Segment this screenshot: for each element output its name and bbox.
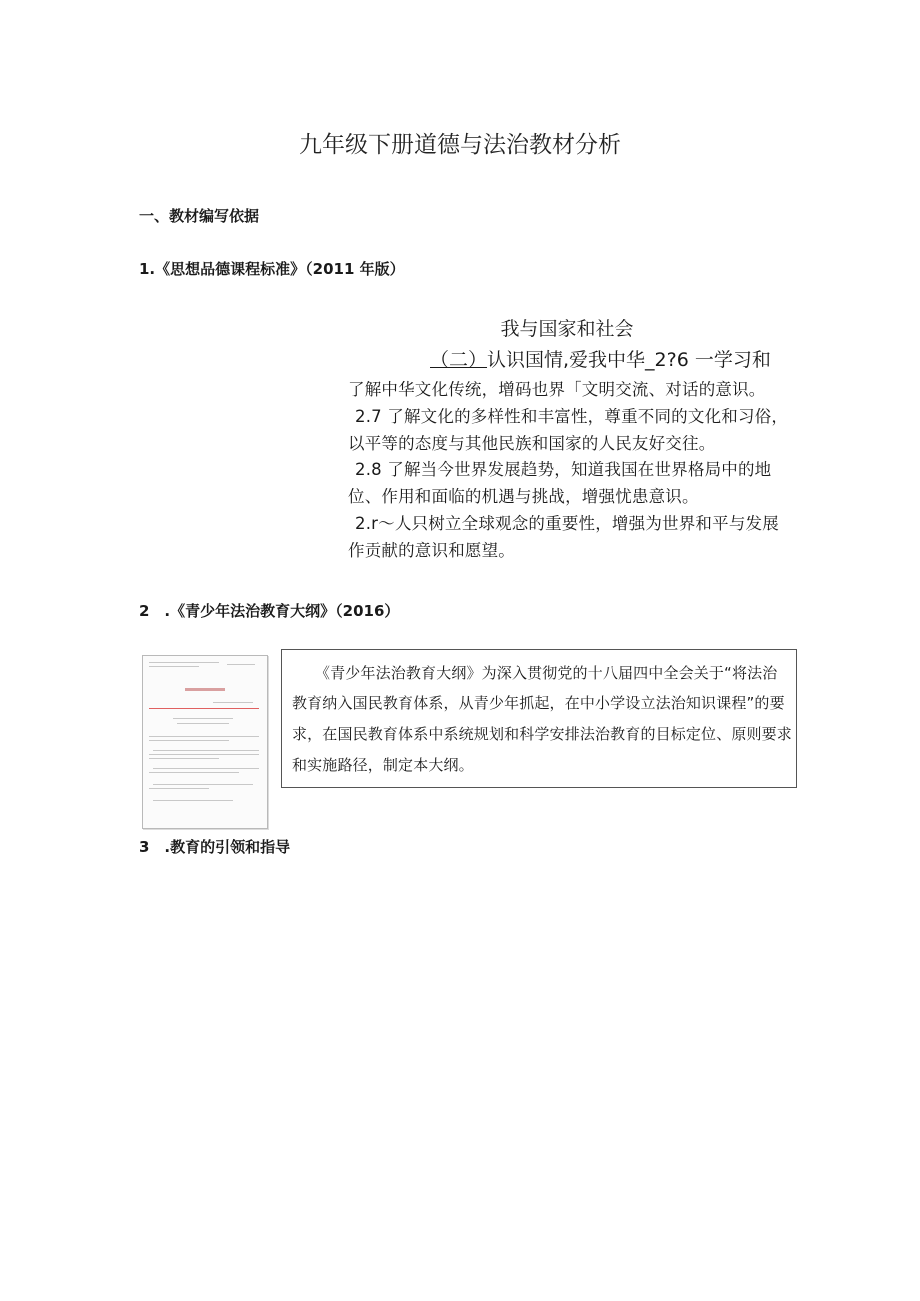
section-heading-basis: 一、教材编写依据 xyxy=(139,207,260,225)
item-legal-education-outline: 2 .《青少年法治教育大纲》（2016） xyxy=(139,602,400,620)
quote-line-2: 教育纳入国民教育体系，从青少年抓起，在中小学设立法治知识课程”的要 xyxy=(292,694,785,712)
standard-line-5: 位、作用和面临的机遇与挑战，增强忧患意识。 xyxy=(348,487,699,506)
standard-line-3: 以平等的态度与其他民族和国家的人民友好交往。 xyxy=(348,434,716,453)
quote-line-1: 《青少年法治教育大纲》为深入贯彻党的十八届四中全会关于“将法治 xyxy=(315,664,778,682)
document-title: 九年级下册道德与法治教材分析 xyxy=(299,132,621,158)
quote-line-3: 求，在国民教育体系中系统规划和科学安排法治教育的目标定位、原则要求 xyxy=(292,725,792,743)
outline-document-thumbnail xyxy=(142,655,268,829)
standard-line-7: 作贡献的意识和愿望。 xyxy=(348,541,515,560)
quote-line-4: 和实施路径，制定本大纲。 xyxy=(292,756,474,774)
item-education-guidance: 3 .教育的引领和指导 xyxy=(139,838,291,856)
standard-line-6: 2.r～人只树立全球观念的重要性，增强为世界和平与发展 xyxy=(355,514,779,533)
item-curriculum-standard: 1.《思想品德课程标准》（2011 年版） xyxy=(139,260,405,278)
standard-line-4: 2.8 了解当今世界发展趋势，知道我国在世界格局中的地 xyxy=(355,460,772,479)
standard-line-2: 2.7 了解文化的多样性和丰富性，尊重不同的文化和习俗， xyxy=(355,407,789,426)
standard-heading: 我与国家和社会 xyxy=(500,318,634,340)
standard-line-0 xyxy=(430,345,771,372)
standard-line-0-text: 认识国情,爱我中华_2?6 一学习和 xyxy=(487,349,771,371)
standard-line-1: 了解中华文化传统，增码也界「文明交流、对话的意识。 xyxy=(348,380,766,399)
outline-quote-box xyxy=(281,649,797,788)
standard-number-underlined: （二） xyxy=(430,349,488,371)
